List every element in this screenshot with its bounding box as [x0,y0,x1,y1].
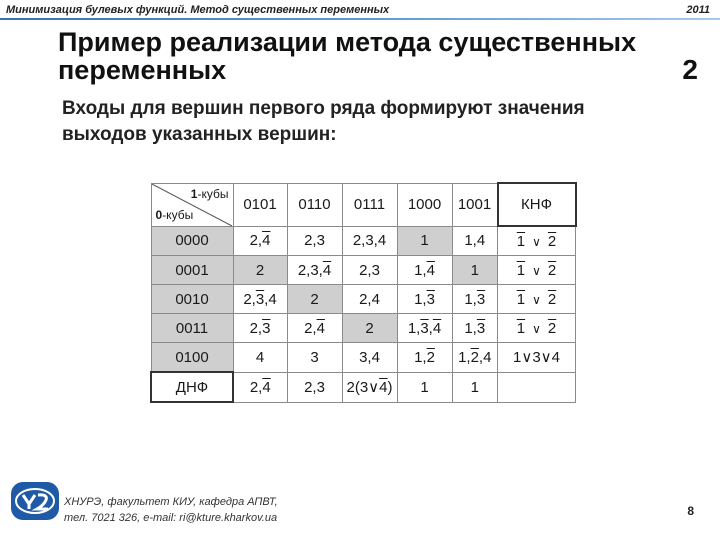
corner-0-cubes: 0-кубы [155,207,194,222]
dnf-cell: 1 [452,372,498,402]
knf-cell: 1 ∨ 2 [498,314,576,343]
column-header: 0110 [287,183,342,226]
dnf-cell: 2,3 [287,372,342,402]
knf-header: КНФ [498,183,576,226]
essential-variables-table [150,182,577,403]
header-year: 2011 [686,4,710,16]
table-cell: 2,3,4 [287,256,342,285]
table-cell: 2,4 [287,314,342,343]
dnf-cell: 2,4 [233,372,287,402]
table-cell: 1,3 [397,285,452,314]
table-cell: 2,4 [233,226,287,256]
dnf-row [151,372,576,402]
table-cell: 2,3 [342,256,397,285]
table-cell: 2,4 [342,285,397,314]
table-cell: 1,4 [397,256,452,285]
row-header: 0010 [151,285,233,314]
table-cell: 3,4 [342,343,397,373]
table-cell: 1,4 [452,226,498,256]
table-cell: 1,3,4 [397,314,452,343]
table-cell: 1 [452,256,498,285]
table-cell: 2 [287,285,342,314]
column-header: 1001 [452,183,498,226]
table-row [151,343,576,373]
row-header: 0001 [151,256,233,285]
table-cell: 2 [342,314,397,343]
column-header: 0101 [233,183,287,226]
column-header: 0111 [342,183,397,226]
row-header: 0000 [151,226,233,256]
slide-title-number: 2 [682,54,698,85]
table-cell: 2,3 [287,226,342,256]
table-row [151,226,576,256]
page-number: 8 [687,504,694,518]
table-corner-cell [151,183,233,226]
table-row [151,285,576,314]
row-header: 0100 [151,343,233,373]
table-cell: 1,2,4 [452,343,498,373]
table-header-row [151,183,576,226]
row-header: 0011 [151,314,233,343]
table-cell: 2,3 [233,314,287,343]
dnf-cell: 2(3∨4) [342,372,397,402]
column-header: 1000 [397,183,452,226]
table-row [151,314,576,343]
slide-subtitle: Входы для вершин первого ряда формируют значения выходов указанных вершин: [62,98,585,145]
table-cell: 2 [233,256,287,285]
footer-contact [64,494,278,526]
slide-title: Пример реализации метода существенных переменных [58,27,637,85]
table-cell: 1,2 [397,343,452,373]
knf-cell: 1 ∨ 2 [498,285,576,314]
university-logo [10,476,60,526]
dnf-cell: 1 [397,372,452,402]
table-cell: 2,3,4 [342,226,397,256]
table-cell: 4 [233,343,287,373]
table-row [151,256,576,285]
knf-cell: 1∨3∨4 [498,343,576,373]
table-cell: 1,3 [452,285,498,314]
dnf-header: ДНФ [151,372,233,402]
footer-line-2: тел. 7021 326, e-mail: ri@kture.kharkov.ua [64,512,278,524]
table-cell: 2,3,4 [233,285,287,314]
corner-1-cubes: 1-кубы [190,186,229,201]
header-course-title: Минимизация булевых функций. Метод существенных переменных [6,4,390,16]
knf-cell: 1 ∨ 2 [498,226,576,256]
footer-line-1: ХНУРЭ, факультет КИУ, кафедра АПВТ, [64,496,278,508]
dnf-empty-cell [498,372,576,402]
header-divider [0,18,720,20]
table-cell: 1,3 [452,314,498,343]
table-cell: 3 [287,343,342,373]
table-cell: 1 [397,226,452,256]
knf-cell: 1 ∨ 2 [498,256,576,285]
